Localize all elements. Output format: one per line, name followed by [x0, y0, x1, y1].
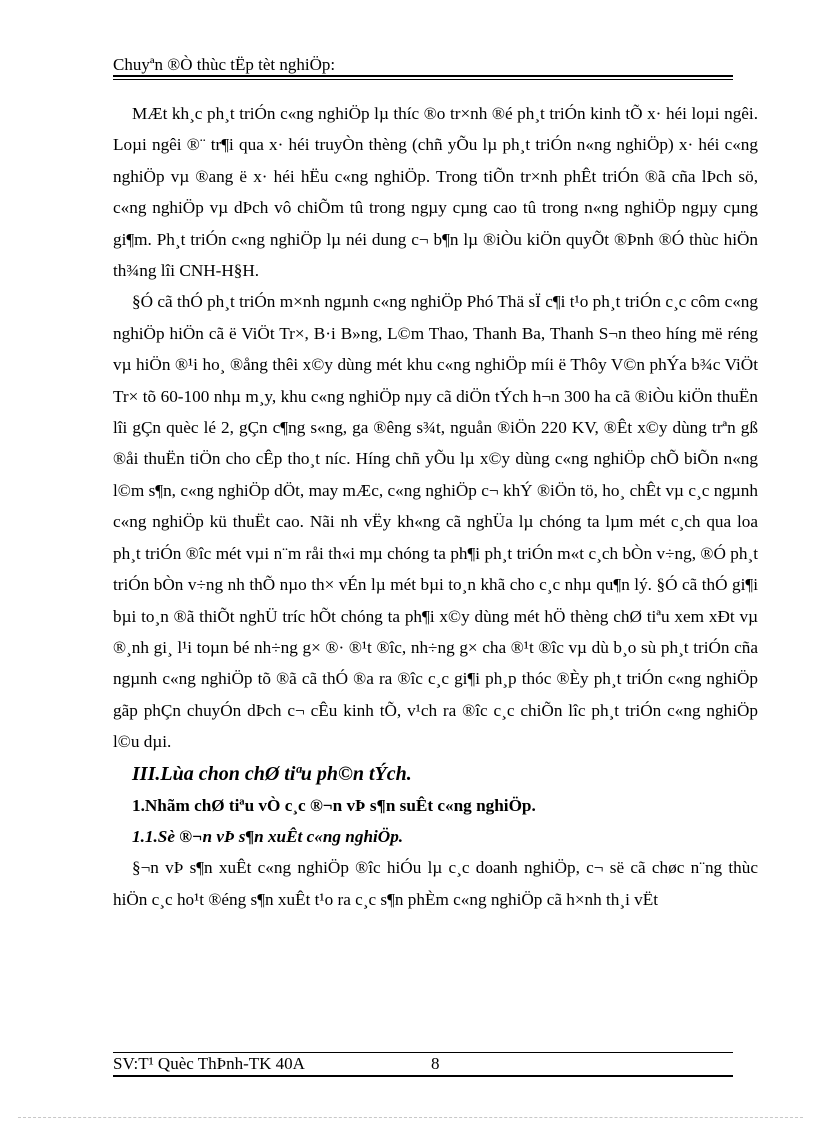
page-edge-divider	[18, 1117, 803, 1118]
paragraph-unit-definition: §¬n vÞ s¶n xuÊt c«ng nghiÖp ®îc hiÓu lµ c¸c doanh nghiÖp, c¬ së cã chøc n¨ng thùc hiÖn c¸c ho¹t ®éng s¶n xuÊt t¹o ra c¸c s¶n phÈm c«ng nghiÖp cã h×nh th¸i vËt	[113, 858, 758, 909]
document-body	[113, 98, 758, 915]
footer-rule-thin	[113, 1052, 733, 1053]
section-heading: III.Lùa chon chØ tiªu ph©n tÝch.	[132, 762, 412, 785]
subheading-unit-count: 1.1.Sè ®¬n vÞ s¶n xuÊt c«ng nghiÖp.	[132, 826, 404, 846]
subheading-indicator-group: 1.Nhãm chØ tiªu vÒ c¸c ®¬n vÞ s¶n suÊt c«ng nghiÖp.	[132, 795, 536, 815]
footer-author: SV:T¹ Quèc ThÞnh-TK 40A	[113, 1054, 305, 1073]
header-rule-thick	[113, 75, 733, 77]
footer-rule-thick	[113, 1075, 733, 1077]
page-number: 8	[431, 1054, 440, 1073]
header-rule-thin	[113, 79, 733, 80]
page-header-title: Chuyªn ®Ò thùc tËp tèt nghiÖp:	[113, 55, 336, 74]
paragraph-development-measure: MÆt kh¸c ph¸t triÓn c«ng nghiÖp lµ thíc ®o tr×nh ®é ph¸t triÓn kinh tÕ x· héi loµi ngêi. Loµi ngêi ®¨ tr¶i qua x· héi truyÒn thèng (chñ yÕu lµ ph¸t triÓn n«ng nghiÖp) x· héi c«ng nghiÖp vµ ®ang ë x· héi hËu c«ng nghiÖp. Trong tiÕn tr×nh phÊt triÓn ®ã cña lÞch sö, c«ng nghiÖp vµ dÞch vô chiÕm tû trong ngµy cµng cao tû trong n«ng nghiÖp ngµy cµng gi¶m. Ph¸t triÓn c«ng nghiÖp lµ néi dung c¬ b¶n lµ ®iÒu kiÖn quyÕt ®Þnh ®Ó thùc hiÖn th¾ng lîi CNH-H§H.	[113, 104, 758, 281]
paragraph-phu-tho-industry: §Ó cã thÓ ph¸t triÓn m×nh ngµnh c«ng nghiÖp Phó Thä sÏ c¶i t¹o ph¸t triÓn c¸c côm c«ng nghiÖp hiÖn cã ë ViÖt Tr×, B·i B»ng, L©m Thao, Thanh Ba, Thanh S¬n theo híng më réng vµ hiÖn ®¹i ho¸ ®ång thêi x©y dùng mét khu c«ng nghiÖp míi ë Thôy V©n phÝa b¾c ViÖt Tr× tõ 60-100 nhµ m¸y, khu c«ng nghiÖp nµy cã diÖn tÝch h¬n 300 ha cã ®iÒu kiÖn thuËn lîi gÇn quèc lé 2, gÇn c¶ng s«ng, ga ®êng s¾t, nguån ®iÖn 220 KV, ®Êt x©y dùng trªn gß ®åi thuËn tiÖn cho cÊp tho¸t níc. Híng chñ yÕu lµ x©y dùng c«ng nghiÖp chÕ biÕn n«ng l©m s¶n, c«ng nghiÖp dÖt, may mÆc, c«ng nghiÖp c¬ khÝ ®iÖn tö, ho¸ chÊt vµ c¸c ngµnh c«ng nghiÖp kü thuËt cao. Nãi nh vËy kh«ng cã nghÜa lµ chóng ta lµm mét c¸ch qua loa ph¸t triÓn ®îc mét vµi n¨m råi th«i mµ chóng ta ph¶i ph¸t triÓn m«t c¸ch bÒn v÷ng, ®Ó ph¸t triÓn bÒn v÷ng nh thÕ nµo th× vÉn lµ mét bµi to¸n khã cho c¸c nhµ qu¶n lý. §Ó cã thÓ gi¶i bµi to¸n ®ã thiÕt nghÜ tríc hÕt chóng ta ph¶i x©y dùng mét hÖ thèng chØ tiªu xem xÐt vµ ®¸nh gi¸ l¹i toµn bé nh÷ng g× ®· ®¹t ®îc, nh÷ng g× cha ®¹t ®îc vµ dù b¸o sù ph¸t triÓn cña ngµnh c«ng nghiÖp tõ ®ã cã thÓ ®a ra ®îc c¸c gi¶i ph¸p thóc ®Èy ph¸t triÓn c«ng nghiÖp gãp phÇn chuyÓn dÞch c¬ cÊu kinh tÕ, v¹ch ra ®îc c¸c chiÕn lîc ph¸t triÓn c«ng nghiÖp l©u dµi.	[113, 292, 758, 752]
